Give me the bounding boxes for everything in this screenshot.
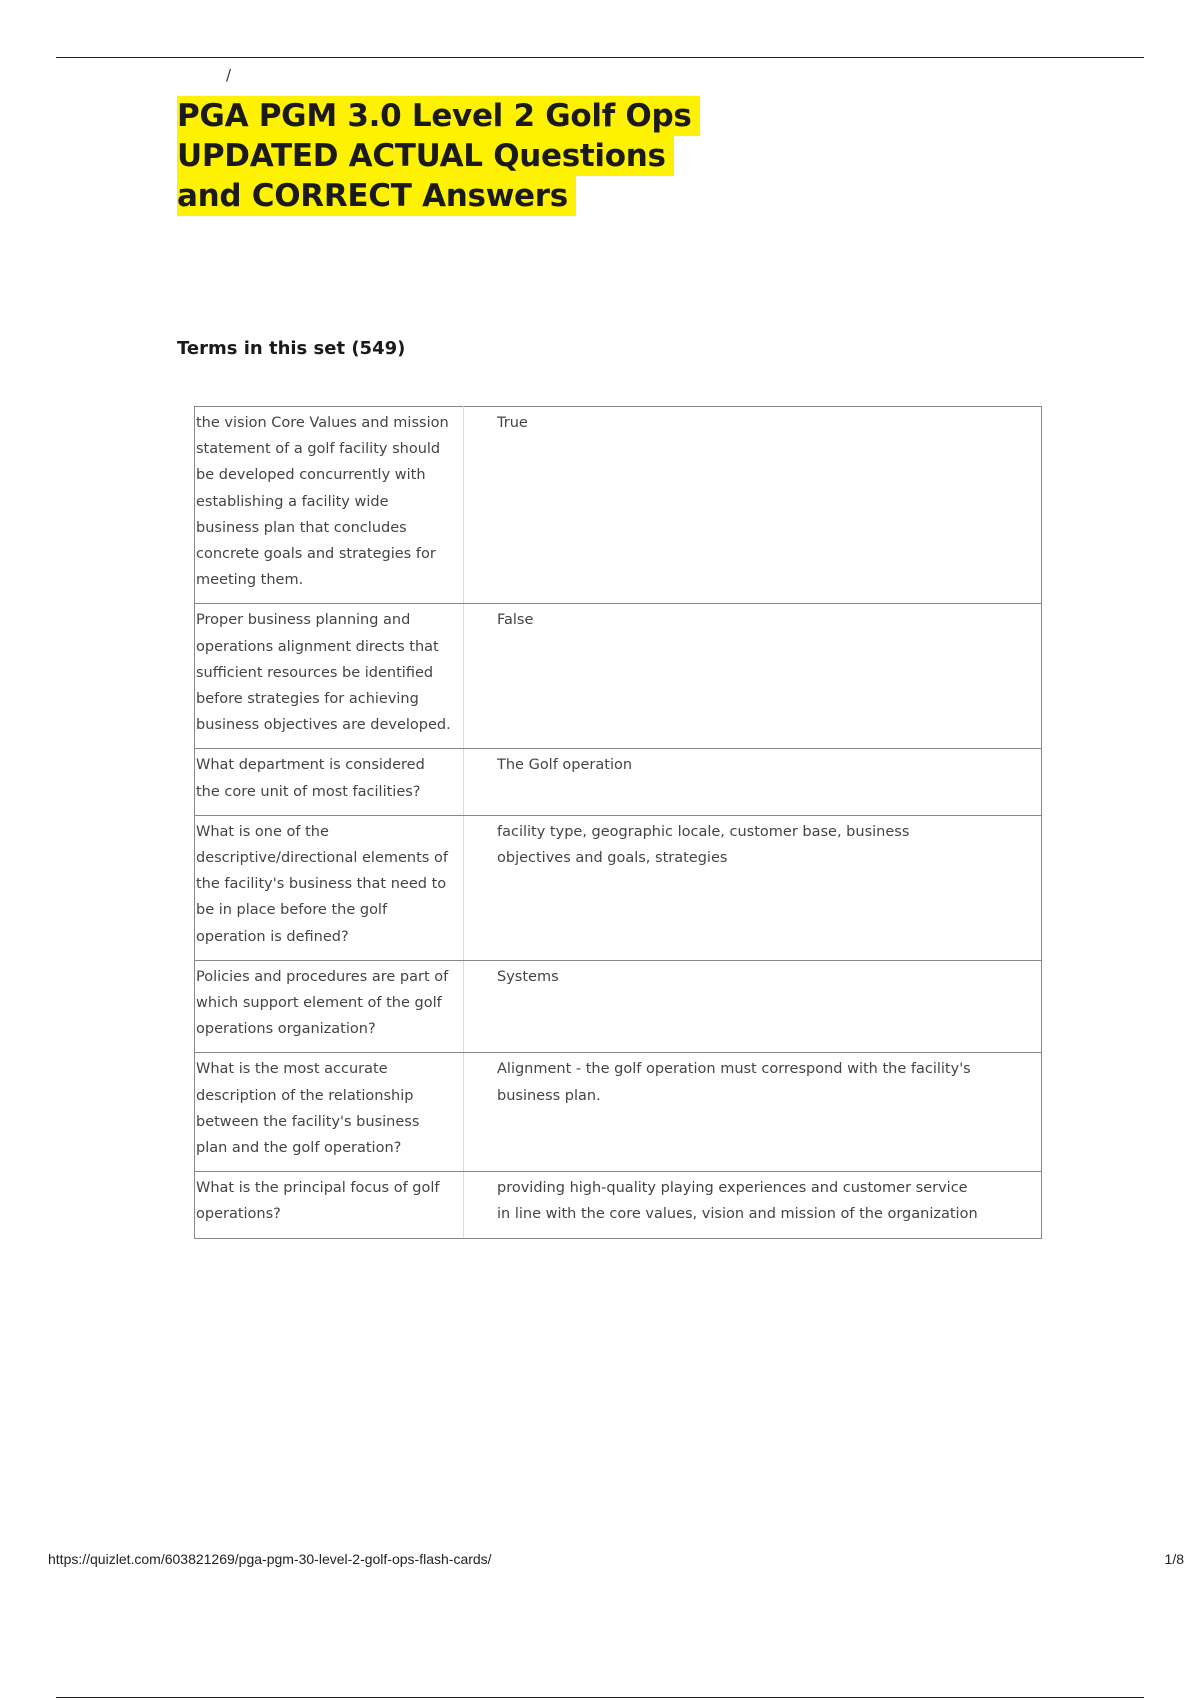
table-row [195,407,1042,604]
term-cell: What is one of the descriptive/directional elements of the facility's business that need to be in place before the golf operation is defined? [195,815,464,960]
term-cell: What is the most accurate description of the relationship between the facility's business plan and the golf operation? [195,1053,464,1172]
table-row [195,749,1042,815]
header-mark: / [226,66,232,84]
term-cell: Proper business planning and operations alignment directs that sufficient resources be identified before strategies for achieving business objectives are developed. [195,604,464,749]
definition-cell: Alignment - the golf operation must correspond with the facility's business plan. [464,1053,1042,1172]
term-cell: Policies and procedures are part of which support element of the golf operations organization? [195,960,464,1053]
definition-cell: False [464,604,1042,749]
page-title [177,96,700,216]
definition-cell: Systems [464,960,1042,1053]
term-cell: What department is considered the core unit of most facilities? [195,749,464,815]
page-number: 1/8 [1164,1551,1184,1567]
bottom-rule [56,1697,1144,1698]
title-line: and CORRECT Answers [177,176,576,216]
definition-cell: The Golf operation [464,749,1042,815]
definition-cell: facility type, geographic locale, customer base, business objectives and goals, strategies [464,815,1042,960]
term-cell: What is the principal focus of golf operations? [195,1172,464,1238]
table-row [195,960,1042,1053]
terms-table [194,406,1042,1239]
table-row [195,1172,1042,1238]
definition-cell: True [464,407,1042,604]
title-line: PGA PGM 3.0 Level 2 Golf Ops [177,96,700,136]
table-row [195,1053,1042,1172]
source-url-link[interactable]: https://quizlet.com/603821269/pga-pgm-30-level-2-golf-ops-flash-cards/ [48,1551,492,1567]
table-row [195,815,1042,960]
terms-heading: Terms in this set (549) [177,338,406,359]
top-rule [56,57,1144,58]
table-row [195,604,1042,749]
definition-cell: providing high-quality playing experiences and customer service in line with the core values, vision and mission of the organization [464,1172,1042,1238]
term-cell: the vision Core Values and mission statement of a golf facility should be developed concurrently with establishing a facility wide business plan that concludes concrete goals and strategies for meeting them. [195,407,464,604]
title-line: UPDATED ACTUAL Questions [177,136,674,176]
